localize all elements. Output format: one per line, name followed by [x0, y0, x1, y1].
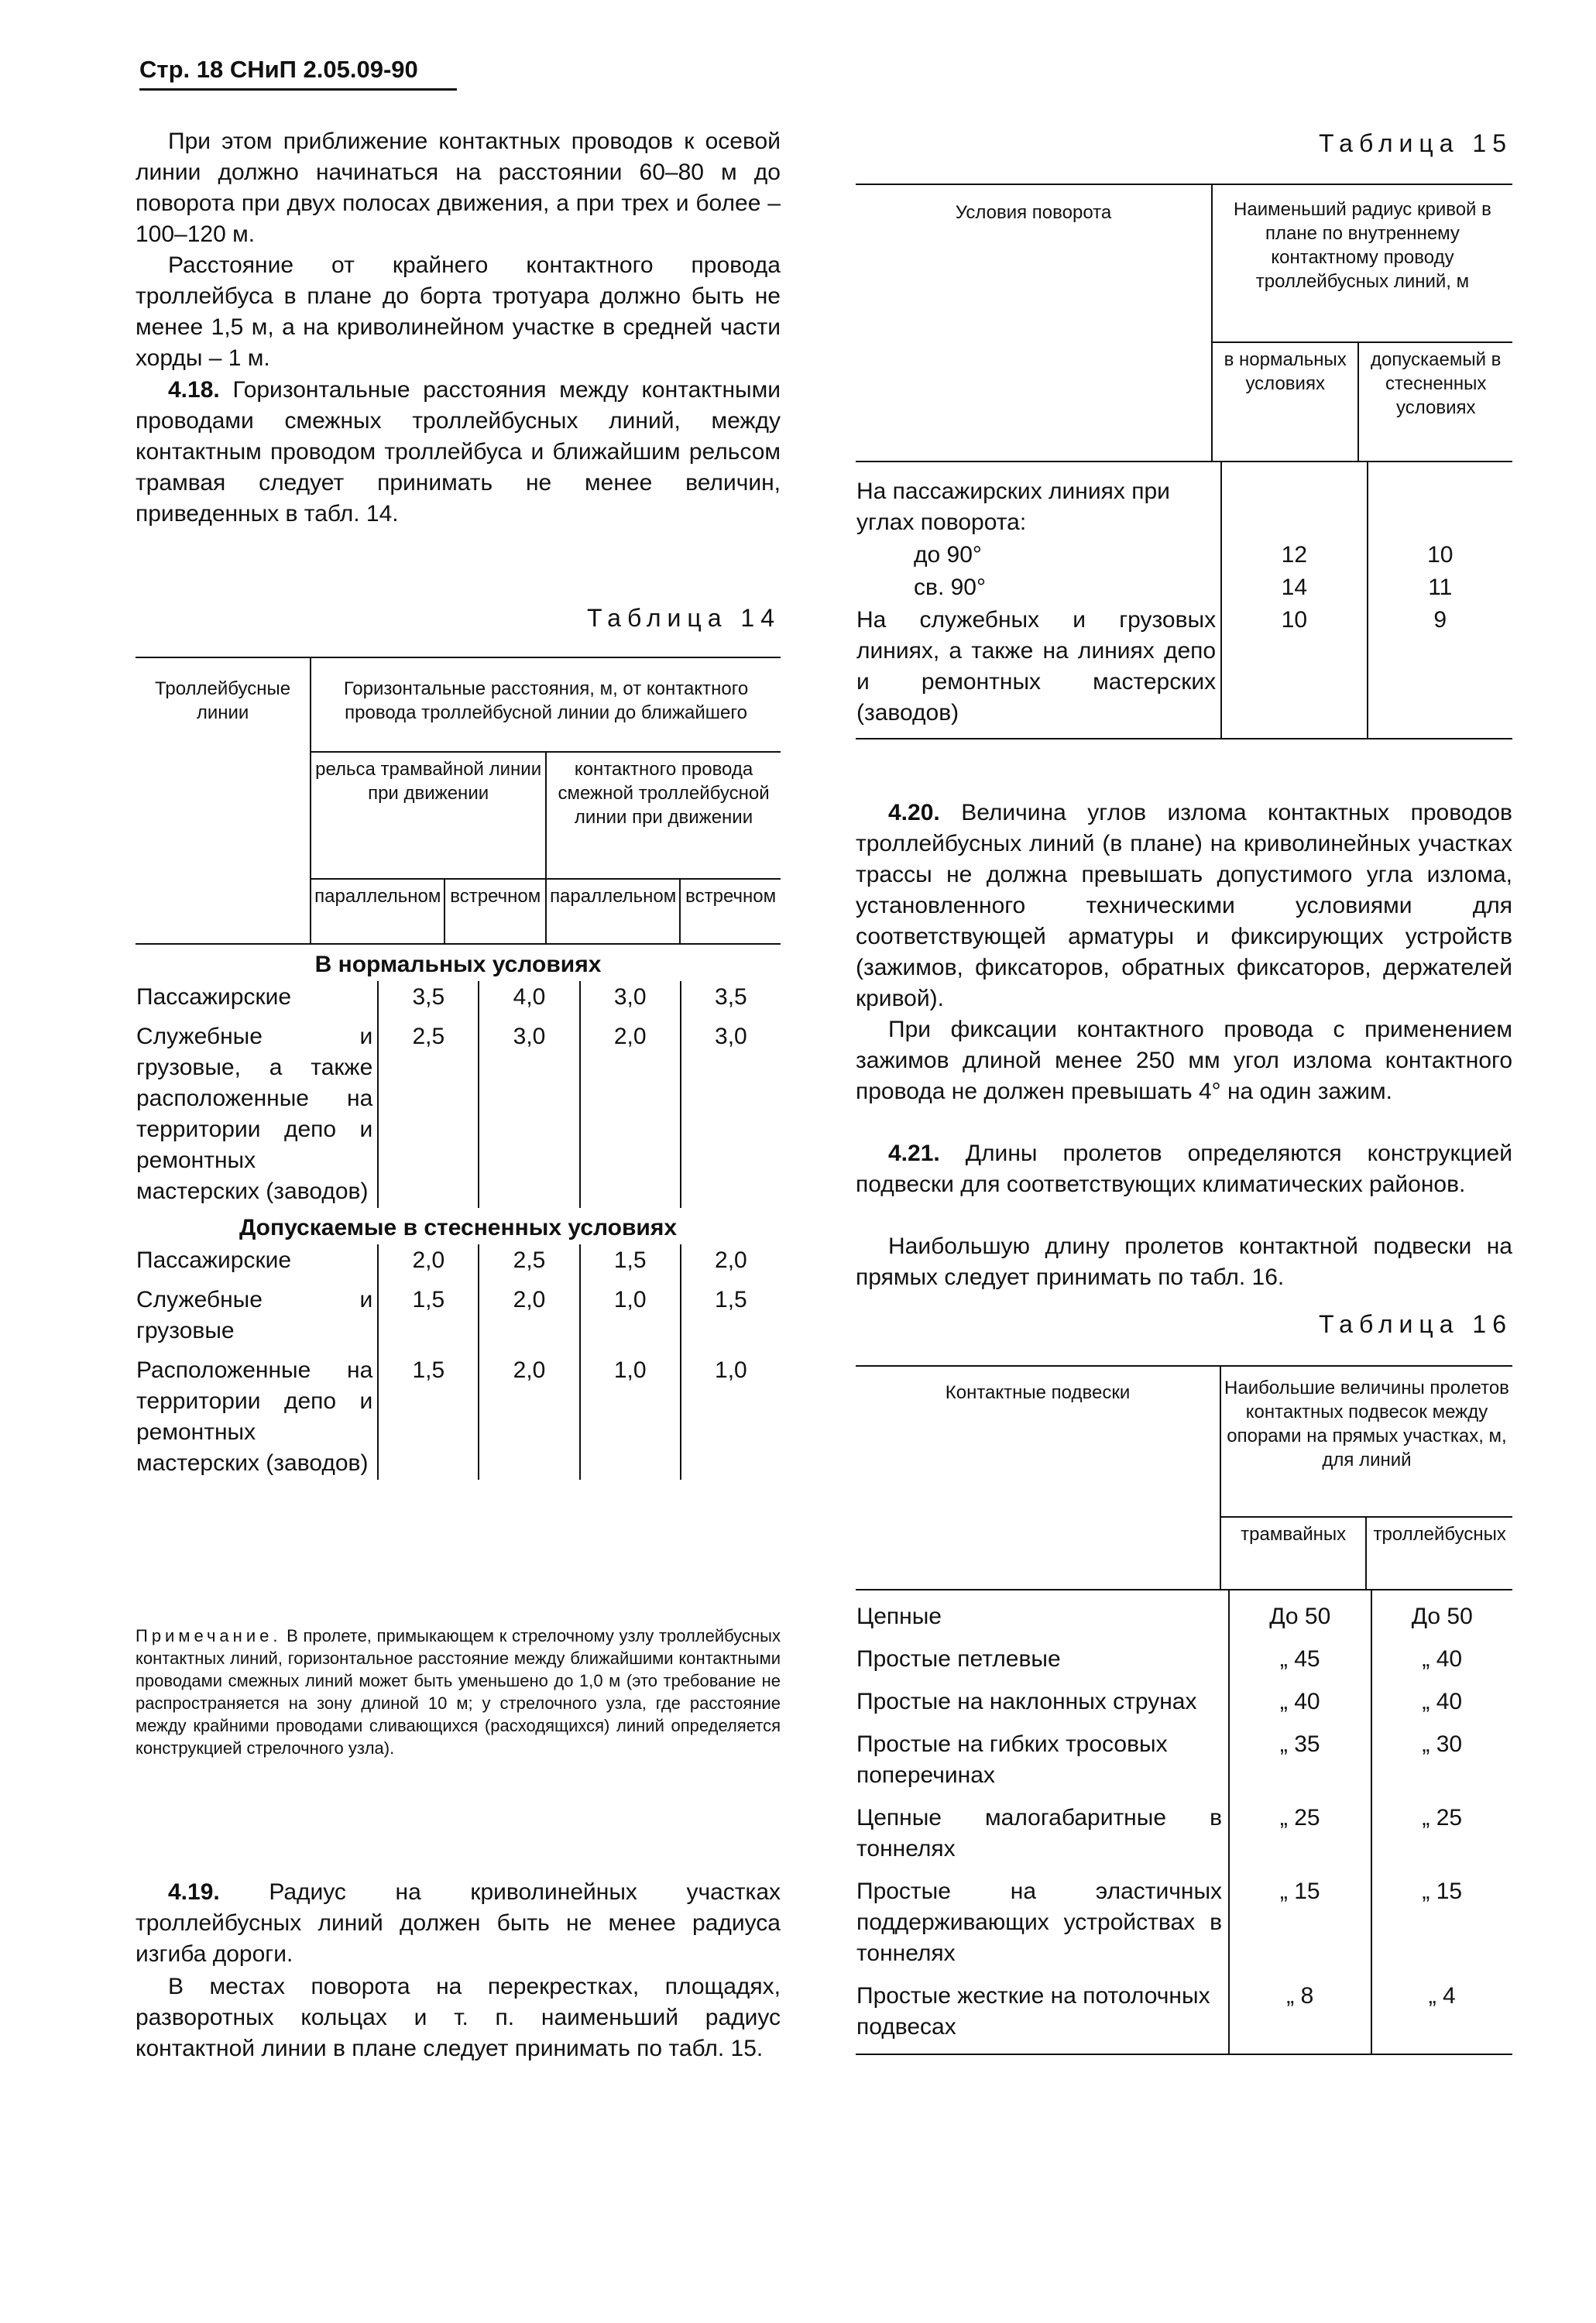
- t14-cell: 1,0: [681, 1347, 781, 1480]
- t16-row-name: Цепные малогабаритные в тоннелях: [856, 1805, 1223, 1861]
- paragraph-4-20: [856, 798, 1512, 1014]
- t16-cell: „ 15: [1371, 1865, 1513, 1970]
- paragraph-span-length: Наибольшую длину пролетов контактной подвески на прямых следует принимать по табл. 16.: [856, 1234, 1512, 1290]
- t14-row-name: Служебные и грузовые, а также расположенные на территории депо и ремонтных мастерских (заводов): [136, 1024, 373, 1204]
- t14-cell: 3,5: [378, 981, 479, 1014]
- table-row: [856, 539, 1512, 571]
- clause-4-18-number: 4.18.: [168, 377, 220, 403]
- note-label: Примечание.: [136, 1626, 282, 1645]
- t14-cell: 2,0: [378, 1244, 479, 1277]
- table-row: [856, 571, 1512, 604]
- table-row: [856, 1865, 1512, 1970]
- t15-cell: 14: [1221, 571, 1367, 604]
- t14-cell: 1,0: [580, 1277, 681, 1347]
- t14-section-normal: В нормальных условиях: [314, 952, 602, 977]
- table-row: [136, 981, 781, 1014]
- t15-header-radius: Наименьший радиус кривой в плане по внутреннему контактному проводу троллейбусных линий, м: [1212, 185, 1512, 342]
- t15-cell: 11: [1368, 571, 1512, 604]
- t14-row-name: Пассажирские: [136, 984, 292, 1010]
- table-14: [136, 657, 781, 1480]
- t16-cell: До 50: [1371, 1590, 1513, 1633]
- t14-cell: 3,0: [479, 1014, 579, 1208]
- t16-row-name: Простые на наклонных струнах: [856, 1689, 1197, 1714]
- t14-header-lines: Троллейбусные линии: [155, 678, 291, 723]
- t14-cell: 2,0: [580, 1014, 681, 1208]
- t14-cell: 1,5: [681, 1277, 781, 1347]
- t16-row-name: Цепные: [856, 1604, 942, 1629]
- t14-row-name: Служебные и грузовые: [136, 1287, 373, 1343]
- paragraph-4-18: [136, 375, 781, 530]
- t14-row-name: Пассажирские: [136, 1247, 292, 1273]
- t15-cell: 12: [1221, 539, 1367, 571]
- t16-row-name: Простые жесткие на потолочных подвесах: [856, 1983, 1210, 2040]
- table-row: [856, 1970, 1512, 2054]
- table-14-note: [136, 1625, 781, 1759]
- t16-row-name: Простые на эластичных поддерживающих устройствах в тоннелях: [856, 1879, 1223, 1966]
- t14-cell: 1,0: [580, 1347, 681, 1480]
- t14-header-parallel-1: параллельном: [311, 879, 444, 943]
- t16-cell: „ 15: [1229, 1865, 1371, 1970]
- t14-cell: 1,5: [580, 1244, 681, 1277]
- t14-cell: 2,0: [479, 1277, 579, 1347]
- t16-row-name: Простые петлевые: [856, 1646, 1061, 1672]
- t16-cell: До 50: [1229, 1590, 1371, 1633]
- t14-header-rail: рельса трамвайной линии при движении: [311, 752, 546, 879]
- t14-cell: 3,5: [681, 981, 781, 1014]
- paragraph-clamp-angle: При фиксации контактного провода с применением зажимов длиной менее 250 мм угол излома контактного провода не должен превышать 4° на один зажим.: [856, 1017, 1512, 1104]
- t14-cell: 1,5: [378, 1347, 479, 1480]
- t16-cell: „ 30: [1371, 1718, 1513, 1792]
- t14-header-opposite-2: встречном: [680, 879, 781, 943]
- t14-cell: 3,0: [681, 1014, 781, 1208]
- table-row: [136, 1014, 781, 1208]
- t14-header-wire: контактного провода смежной троллейбусной линии при движении: [546, 752, 781, 879]
- t14-cell: 4,0: [479, 981, 579, 1014]
- t14-header-opposite-1: встречном: [444, 879, 546, 943]
- t16-header-tram: трамвайных: [1220, 1517, 1366, 1589]
- table-row: [856, 1676, 1512, 1718]
- t16-cell: „ 25: [1229, 1792, 1371, 1865]
- page-header: Стр. 18 СНиП 2.05.09-90: [139, 56, 457, 91]
- table-row: [856, 1590, 1512, 1633]
- t16-header-max-span: Наибольшие величины пролетов контактных подвесок между опорами на прямых участках, м, для линий: [1220, 1367, 1512, 1517]
- table-row: [856, 462, 1512, 539]
- t15-cell: 10: [1368, 539, 1512, 571]
- t16-row-name: Простые на гибких тросовых поперечинах: [856, 1731, 1168, 1788]
- table-14-caption: Таблица 14: [587, 604, 781, 632]
- clause-4-20-number: 4.20.: [888, 800, 940, 825]
- t16-cell: „ 40: [1229, 1676, 1371, 1718]
- table-row: [856, 1718, 1512, 1792]
- clause-4-21-number: 4.21.: [888, 1141, 940, 1166]
- paragraph-approach: При этом приближение контактных проводов к осевой линии должно начинаться на расстоянии 60–80 м до поворота при двух полосах движения, а при трех и более – 100–120 м.: [136, 129, 781, 247]
- t16-cell: „ 45: [1229, 1633, 1371, 1676]
- table-row: [136, 1347, 781, 1480]
- table-16: [856, 1365, 1512, 2055]
- t14-cell: 1,5: [378, 1277, 479, 1347]
- t14-cell: 3,0: [580, 981, 681, 1014]
- clause-4-19-number: 4.19.: [168, 1879, 220, 1905]
- t16-cell: „ 40: [1371, 1676, 1513, 1718]
- t16-cell: „ 35: [1229, 1718, 1371, 1792]
- t15-header-normal: в нормальных условиях: [1212, 342, 1359, 461]
- clause-4-19-text: Радиус на криволинейных участках троллейбусных линий должен быть не менее радиуса изгиба дороги.: [136, 1879, 781, 1967]
- t14-cell: 2,0: [479, 1347, 579, 1480]
- t16-cell: „ 25: [1371, 1792, 1513, 1865]
- table-row: [136, 1277, 781, 1347]
- t16-cell: „ 40: [1371, 1633, 1513, 1676]
- t16-header-trolleybus: троллейбусных: [1366, 1517, 1512, 1589]
- table-row: [136, 1244, 781, 1277]
- t14-row-name: Расположенные на территории депо и ремонтных мастерских (заводов): [136, 1357, 373, 1476]
- t14-section-constrained: Допускаемые в стесненных условиях: [239, 1215, 678, 1240]
- t15-header-constrained: допускаемый в стесненных условиях: [1358, 342, 1512, 461]
- t14-cell: 2,5: [378, 1014, 479, 1208]
- clause-4-21-text: Длины пролетов определяются конструкцией подвески для соответствующих климатических районов.: [856, 1141, 1512, 1197]
- paragraph-curb-distance: Расстояние от крайнего контактного провода троллейбуса в плане до борта тротуара должно быть не менее 1,5 м, а на криволинейном участке в средней части хорды – 1 м.: [136, 252, 781, 371]
- clause-4-18-text: Горизонтальные расстояния между контактными проводами смежных троллейбусных линий, между контактным проводом троллейбуса и ближайшим рельсом трамвая следует принимать не менее величин, приведенных в табл. 14.: [136, 377, 781, 527]
- t14-header-parallel-2: параллельном: [546, 879, 680, 943]
- t14-header-distance: Горизонтальные расстояния, м, от контактного провода троллейбусной линии до ближайшего: [311, 658, 781, 752]
- table-row: [856, 1633, 1512, 1676]
- t15-row-name: На пассажирских линиях при углах поворота:: [856, 479, 1170, 535]
- paragraph-4-21: [856, 1138, 1512, 1200]
- t14-cell: 2,0: [681, 1244, 781, 1277]
- paragraph-4-19: [136, 1877, 781, 1970]
- table-15-caption: Таблица 15: [1319, 129, 1512, 157]
- t16-cell: „ 4: [1371, 1970, 1513, 2054]
- table-16-caption: Таблица 16: [1319, 1310, 1512, 1338]
- t16-cell: „ 8: [1229, 1970, 1371, 2054]
- t15-row-name: св. 90°: [914, 575, 986, 600]
- t15-cell: 9: [1368, 604, 1512, 739]
- t15-row-name: до 90°: [914, 542, 982, 568]
- note-text: В пролете, примыкающем к стрелочному узлу троллейбусных контактных линий, горизонтальное расстояние между ближайшими контактными проводами смежных линий может быть уменьшено до 1,0 м (это требование не распространяется на зону длиной 10 м; у стрелочного узла, где расстояние между крайними проводами сливающихся (расходящихся) линий определяется конструкцией стрелочного узла).: [136, 1626, 781, 1758]
- t15-row-name: На служебных и грузовых линиях, а также на линиях депо и ремонтных мастерских (заводов): [856, 607, 1217, 726]
- table-15: [856, 184, 1512, 739]
- t15-cell: 10: [1221, 604, 1367, 739]
- t14-cell: 2,5: [479, 1244, 579, 1277]
- paragraph-turn-radius: В местах поворота на перекрестках, площадях, разворотных кольцах и т. п. наименьший радиус контактной линии в плане следует принимать по табл. 15.: [136, 1974, 781, 2061]
- clause-4-20-text: Величина углов излома контактных проводов троллейбусных линий (в плане) на криволинейных участках трассы не должна превышать допустимого угла излома, установленного техническими условиями для соответствующей арматуры и фиксирующих устройств (зажимов, фиксаторов, обратных фиксаторов, держателей кривой).: [856, 800, 1512, 1011]
- table-row: [856, 1792, 1512, 1865]
- table-row: [856, 604, 1512, 739]
- t15-header-condition: Условия поворота: [955, 202, 1112, 223]
- t16-header-suspension: Контактные подвески: [945, 1382, 1131, 1403]
